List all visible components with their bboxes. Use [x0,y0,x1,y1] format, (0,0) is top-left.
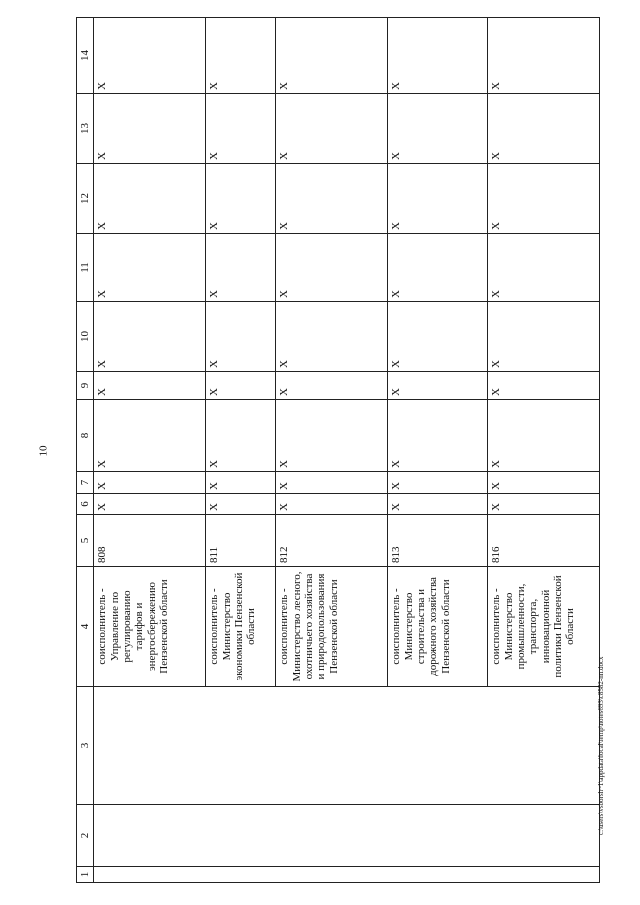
mark-cell: X [94,234,206,302]
executor-cell: соисполнитель - Управление по регулированию тарифов и энергосбережению Пензенской области [94,567,206,687]
footer-file-path: c:\users\vsborsh~1\appdata\local\temp\notes693\c8582-nn.docx [597,656,605,835]
mark-cell: X [276,472,388,494]
executor-cell: соисполнитель - Министерство промышленности, транспорта, инновационной политики Пензенской области [488,567,600,687]
col-header-9: 9 [77,372,94,400]
mark-cell: X [206,94,276,164]
code-cell: 811 [206,515,276,567]
mark-cell: X [276,494,388,515]
mark-cell: X [276,164,388,234]
mark-cell: X [94,18,206,94]
col-header-11: 11 [77,234,94,302]
mark-cell: X [488,400,600,472]
mark-cell: X [488,302,600,372]
page-number: 10 [37,445,50,457]
mark-cell: X [206,400,276,472]
code-cell: 813 [388,515,488,567]
mark-cell: X [94,94,206,164]
mark-cell: X [388,372,488,400]
merged-cell-2 [94,805,600,867]
mark-cell: X [488,372,600,400]
col-header-7: 7 [77,472,94,494]
mark-cell: X [276,372,388,400]
mark-cell: X [94,164,206,234]
col-header-5: 5 [77,515,94,567]
mark-cell: X [388,494,488,515]
header-row [77,18,94,883]
mark-cell: X [488,234,600,302]
mark-cell: X [206,372,276,400]
mark-cell: X [388,400,488,472]
col-header-13: 13 [77,94,94,164]
mark-cell: X [276,302,388,372]
mark-cell: X [206,302,276,372]
mark-cell: X [388,234,488,302]
merged-cell-3 [94,687,600,805]
mark-cell: X [276,94,388,164]
rotated-table-container [76,18,587,883]
mark-cell: X [206,494,276,515]
code-cell: 808 [94,515,206,567]
col-header-10: 10 [77,302,94,372]
mark-cell: X [488,18,600,94]
mark-cell: X [488,494,600,515]
mark-cell: X [388,302,488,372]
mark-cell: X [94,302,206,372]
code-cell: 816 [488,515,600,567]
mark-cell: X [206,472,276,494]
col-header-12: 12 [77,164,94,234]
mark-cell: X [94,372,206,400]
mark-cell: X [488,472,600,494]
mark-cell: X [276,400,388,472]
col-header-14: 14 [77,18,94,94]
mark-cell: X [488,164,600,234]
mark-cell: X [276,18,388,94]
mark-cell: X [206,164,276,234]
executor-cell: соисполнитель - Министерство строительства и дорожного хозяйства Пензенской области [388,567,488,687]
mark-cell: X [488,94,600,164]
table-row [94,18,206,883]
merged-cell-1 [94,867,600,883]
mark-cell: X [388,472,488,494]
executor-cell: соисполнитель - Министерство лесного, охотничьего хозяйства и природопользования Пензенской области [276,567,388,687]
mark-cell: X [206,18,276,94]
program-table [76,17,600,883]
mark-cell: X [276,234,388,302]
col-header-3: 3 [77,687,94,805]
code-cell: 812 [276,515,388,567]
mark-cell: X [388,164,488,234]
mark-cell: X [388,18,488,94]
mark-cell: X [94,400,206,472]
mark-cell: X [388,94,488,164]
col-header-8: 8 [77,400,94,472]
col-header-4: 4 [77,567,94,687]
col-header-6: 6 [77,494,94,515]
col-header-1: 1 [77,867,94,883]
mark-cell: X [94,472,206,494]
mark-cell: X [206,234,276,302]
executor-cell: соисполнитель - Министерство экономики Пензенской области [206,567,276,687]
mark-cell: X [94,494,206,515]
col-header-2: 2 [77,805,94,867]
